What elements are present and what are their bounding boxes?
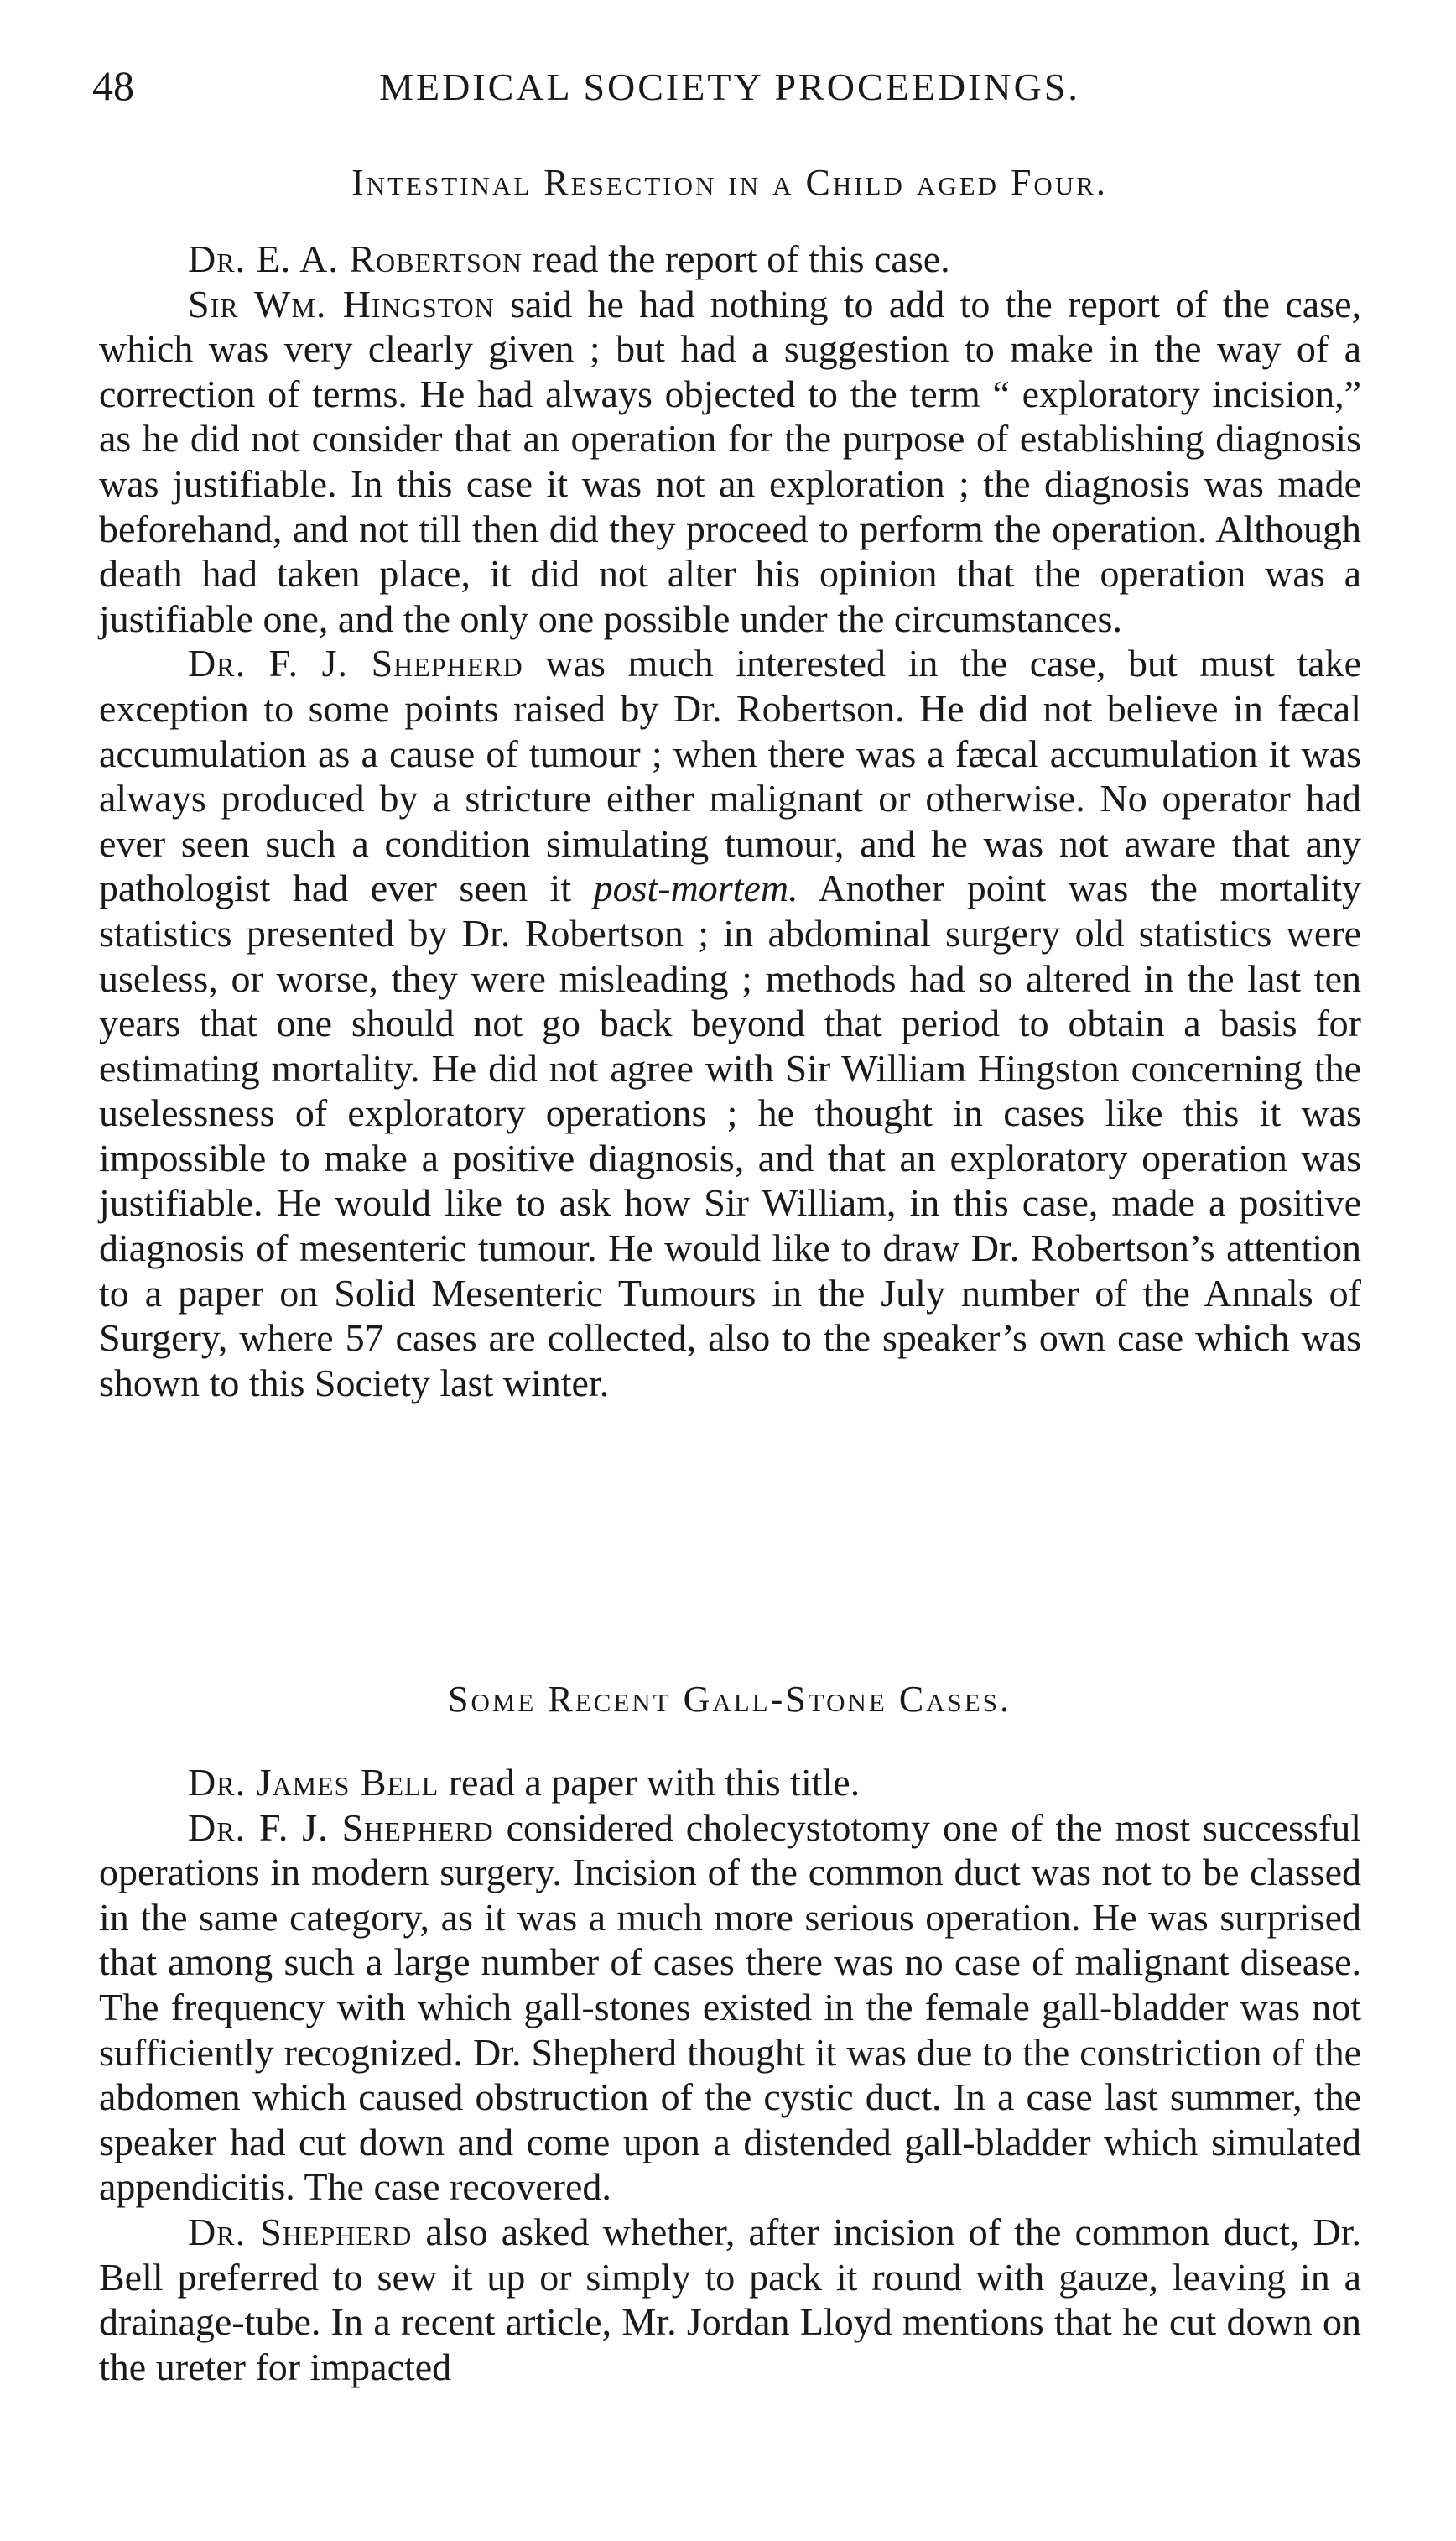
speaker-name: Sir Wm. Hingston [188, 282, 495, 325]
page-header [92, 49, 1367, 116]
speaker-name: Dr. Shepherd [188, 2210, 413, 2253]
paragraph-robertson-report [99, 237, 1361, 282]
paragraph-hingston-remarks [99, 282, 1361, 642]
paragraph-shepherd-question [99, 2210, 1361, 2389]
section-heading-gall-stone-cases: Some Recent Gall-Stone Cases. [448, 1679, 1011, 1720]
paragraph-text: was much interested in the case, but must take exception to some points raised by Dr. Robertson. He did not believe in fæcal accumulation as a cause of tumour ; when there was a fæcal accumulation it was always produced by a stricture either malignant or otherwise. No operator had ever seen such a condition simulating tumour, and he was not aware that any pathologist had ever seen it [99, 642, 1361, 910]
paragraph-text: also asked whether, after incision of the common duct, Dr. Bell preferred to sew it up or simply to pack it round with gauze, leaving in a drainage-tube. In a recent article, Mr. Jordan Lloyd mentions that he cut down on the ureter for impacted [99, 2210, 1361, 2388]
paragraph-text: read a paper with this title. [439, 1761, 861, 1804]
speaker-name: Dr. F. J. Shepherd [188, 642, 523, 685]
paragraph-shepherd-cholecystotomy [99, 1805, 1361, 2210]
section-heading-intestinal-resection: Intestinal Resection in a Child aged Four. [351, 162, 1108, 203]
italic-term: post-mortem. [593, 867, 798, 910]
page-number: 48 [92, 62, 134, 109]
speaker-name: Dr. E. A. Robertson [188, 237, 523, 280]
section-body-intestinal-resection [99, 237, 1361, 1405]
speaker-name: Dr. F. J. Shepherd [188, 1805, 494, 1849]
paragraph-text: Another point was the mortality statistics presented by Dr. Robertson ; in abdominal surgery old statistics were useless, or worse, they were misleading ; methods had so altered in the last ten years that one should not go back beyond that period to obtain a basis for estimating mortality. He did not agree with Sir William Hingston concerning the uselessness of exploratory operations ; he thought in cases like this it was impossible to make a positive diagnosis, and that an exploratory operation was justifiable. He would like to ask how Sir William, in this case, made a positive diagnosis of mesenteric tumour. He would like to draw Dr. Robertson’s attention to a paper on Solid Mesenteric Tumours in the July number of the Annals of Surgery, where 57 cases are collected, also to the speaker’s own case which was shown to this Society last winter. [99, 867, 1361, 1404]
paragraph-bell-paper [99, 1760, 1361, 1805]
speaker-name: Dr. James Bell [188, 1761, 439, 1804]
paragraph-text: considered cholecystotomy one of the most successful operations in modern surgery. Incision of the common duct was not to be classed in the same category, as it was a much more serious operation. He was surprised that among such a large number of cases there was no case of malignant disease. The frequency with which gall-stones existed in the female gall-bladder was not sufficiently recognized. Dr. Shepherd thought it was due to the constriction of the abdomen which caused obstruction of the cystic duct. In a case last summer, the speaker had cut down and come upon a distended gall-bladder which simulated appendicitis. The case recovered. [99, 1805, 1361, 2209]
running-title: MEDICAL SOCIETY PROCEEDINGS. [379, 65, 1080, 108]
paragraph-text: said he had nothing to add to the report of the case, which was very clearly given ; but had a suggestion to make in the way of a correction of terms. He had always objected to the term “ exploratory incision,” as he did not consider that an operation for the purpose of establishing diagnosis was justifiable. In this case it was not an exploration ; the diagnosis was made beforehand, and not till then did they proceed to perform the operation. Although death had taken place, it did not alter his opinion that the operation was a justifiable one, and the only one possible under the circumstances. [99, 282, 1362, 640]
paragraph-text: read the report of this case. [523, 237, 950, 280]
section-body-gall-stone-cases [99, 1760, 1361, 2389]
paragraph-shepherd-remarks [99, 641, 1361, 1405]
